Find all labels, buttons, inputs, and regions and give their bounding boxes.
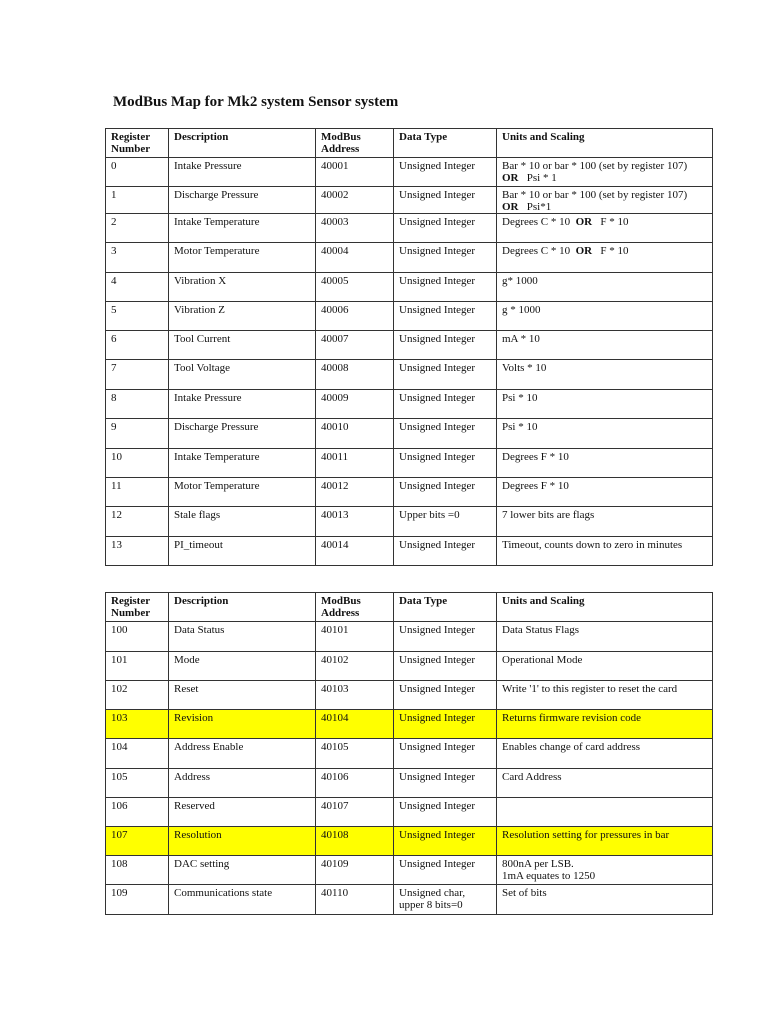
cell-data-type (394, 769, 497, 798)
cell-data-type (394, 331, 497, 360)
data-type-text: Upper bits =0 (399, 509, 460, 521)
table-row (106, 419, 713, 449)
cell-units-scaling (497, 681, 713, 710)
table-row (106, 478, 713, 507)
table-row (106, 449, 713, 478)
data-type-text: Unsigned Integer (399, 539, 476, 551)
cell-data-type (394, 681, 497, 710)
header-units-scaling: Units and Scaling (497, 593, 713, 622)
cell-modbus-address: 40109 (316, 856, 394, 885)
cell-units-scaling (497, 856, 713, 885)
cell-description: Reset (169, 681, 316, 710)
data-type-text: Unsigned Integer (399, 858, 476, 870)
data-type-text: Unsigned Integer (399, 333, 476, 345)
cell-modbus-address: 40014 (316, 537, 394, 566)
data-type-text: Unsigned Integer (399, 275, 476, 287)
table-row (106, 652, 713, 681)
cell-register-number: 2 (106, 214, 169, 243)
cell-units-scaling (497, 798, 713, 827)
cell-data-type (394, 652, 497, 681)
data-type-text: Unsigned Integer (399, 189, 476, 201)
cell-data-type (394, 622, 497, 652)
cell-modbus-address: 40011 (316, 449, 394, 478)
cell-modbus-address: 40003 (316, 214, 394, 243)
data-type-text: Unsigned Integer (399, 480, 476, 492)
data-type-text: Unsigned Integer (399, 654, 476, 666)
units-text: Bar * 10 or bar * 100 (set by register 107) (502, 160, 688, 172)
header-register-number: Register Number (106, 593, 169, 622)
cell-description: Intake Temperature (169, 449, 316, 478)
cell-units-scaling (497, 360, 713, 390)
cell-units-scaling (497, 710, 713, 739)
table-row (106, 769, 713, 798)
cell-register-number: 100 (106, 622, 169, 652)
units-text-alt: Psi * 1 (526, 172, 557, 184)
units-text: Degrees F * 10 (502, 480, 569, 492)
cell-units-scaling (497, 273, 713, 302)
cell-units-scaling (497, 507, 713, 537)
cell-description: Tool Current (169, 331, 316, 360)
document-title: ModBus Map for Mk2 system Sensor system (113, 94, 399, 110)
cell-description: Reserved (169, 798, 316, 827)
cell-register-number: 5 (106, 302, 169, 331)
cell-modbus-address: 40101 (316, 622, 394, 652)
cell-units-scaling (497, 419, 713, 449)
cell-modbus-address: 40001 (316, 158, 394, 187)
cell-units-scaling (497, 652, 713, 681)
units-or: OR (502, 172, 519, 184)
cell-units-scaling (497, 302, 713, 331)
table-row (106, 622, 713, 652)
cell-register-number: 9 (106, 419, 169, 449)
cell-data-type (394, 419, 497, 449)
cell-modbus-address: 40008 (316, 360, 394, 390)
table-row (106, 302, 713, 331)
cell-register-number: 12 (106, 507, 169, 537)
cell-description: Tool Voltage (169, 360, 316, 390)
units-text-line2: 1mA equates to 1250 (502, 870, 596, 882)
header-data-type: Data Type (394, 593, 497, 622)
units-text: Degrees F * 10 (502, 451, 569, 463)
data-type-text: Unsigned Integer (399, 304, 476, 316)
cell-modbus-address: 40107 (316, 798, 394, 827)
cell-register-number: 3 (106, 243, 169, 273)
cell-description: Address (169, 769, 316, 798)
cell-units-scaling (497, 739, 713, 769)
units-or: OR (575, 216, 593, 228)
cell-units-scaling (497, 331, 713, 360)
cell-units-scaling (497, 885, 713, 915)
cell-modbus-address: 40012 (316, 478, 394, 507)
cell-modbus-address: 40007 (316, 331, 394, 360)
units-text: Write '1' to this register to reset the card (502, 683, 678, 695)
table-row (106, 187, 713, 214)
units-text: Psi * 10 (502, 392, 538, 404)
units-text-alt: Psi*1 (526, 201, 552, 213)
table-row (106, 158, 713, 187)
cell-modbus-address: 40110 (316, 885, 394, 915)
cell-description: Address Enable (169, 739, 316, 769)
cell-register-number: 1 (106, 187, 169, 214)
cell-modbus-address: 40106 (316, 769, 394, 798)
cell-data-type (394, 390, 497, 419)
data-type-text: Unsigned Integer (399, 624, 476, 636)
cell-register-number: 103 (106, 710, 169, 739)
header-description: Description (169, 593, 316, 622)
cell-description: Motor Temperature (169, 243, 316, 273)
data-type-text: Unsigned Integer (399, 160, 476, 172)
cell-register-number: 102 (106, 681, 169, 710)
units-text: 7 lower bits are flags (502, 509, 595, 521)
data-type-text: Unsigned Integer (399, 362, 476, 374)
units-text: Returns firmware revision code (502, 712, 641, 724)
units-text: g * 1000 (502, 304, 541, 316)
data-type-text: Unsigned Integer (399, 392, 476, 404)
cell-units-scaling (497, 158, 713, 187)
cell-data-type (394, 739, 497, 769)
units-text: Resolution setting for pressures in bar (502, 829, 670, 841)
table-row (106, 507, 713, 537)
cell-data-type (394, 856, 497, 885)
cell-units-scaling (497, 449, 713, 478)
cell-units-scaling (497, 243, 713, 273)
units-text: Degrees C * 10 (502, 216, 571, 228)
cell-data-type (394, 827, 497, 856)
cell-modbus-address: 40005 (316, 273, 394, 302)
cell-units-scaling (497, 187, 713, 214)
data-type-text: Unsigned Integer (399, 683, 476, 695)
cell-register-number: 8 (106, 390, 169, 419)
cell-register-number: 7 (106, 360, 169, 390)
data-type-text: Unsigned Integer (399, 712, 476, 724)
header-units-scaling: Units and Scaling (497, 129, 713, 158)
cell-description: Vibration X (169, 273, 316, 302)
table-row (106, 856, 713, 885)
header-description: Description (169, 129, 316, 158)
cell-modbus-address: 40102 (316, 652, 394, 681)
cell-description: Stale flags (169, 507, 316, 537)
cell-register-number: 6 (106, 331, 169, 360)
cell-units-scaling (497, 478, 713, 507)
cell-register-number: 11 (106, 478, 169, 507)
table-row (106, 798, 713, 827)
units-or: OR (575, 245, 593, 257)
cell-data-type (394, 360, 497, 390)
units-line2 (502, 172, 707, 184)
table-row (106, 360, 713, 390)
data-type-text-line2: upper 8 bits=0 (399, 899, 463, 911)
cell-description: Discharge Pressure (169, 187, 316, 214)
units-text: mA * 10 (502, 333, 540, 345)
cell-modbus-address: 40004 (316, 243, 394, 273)
units-text: g* 1000 (502, 275, 538, 287)
units-text: Operational Mode (502, 654, 583, 666)
cell-modbus-address: 40105 (316, 739, 394, 769)
modbus-table-control (105, 592, 713, 915)
cell-modbus-address: 40108 (316, 827, 394, 856)
units-text-alt: F * 10 (600, 216, 629, 228)
cell-register-number: 109 (106, 885, 169, 915)
cell-units-scaling (497, 390, 713, 419)
units-text: Data Status Flags (502, 624, 579, 636)
units-text: Set of bits (502, 887, 547, 899)
cell-data-type (394, 243, 497, 273)
data-type-text: Unsigned Integer (399, 245, 476, 257)
cell-register-number: 13 (106, 537, 169, 566)
data-type-text: Unsigned Integer (399, 451, 476, 463)
cell-description: Intake Pressure (169, 390, 316, 419)
cell-description: Vibration Z (169, 302, 316, 331)
units-text: Enables change of card address (502, 741, 641, 753)
cell-data-type (394, 798, 497, 827)
cell-register-number: 10 (106, 449, 169, 478)
cell-modbus-address: 40006 (316, 302, 394, 331)
cell-modbus-address: 40010 (316, 419, 394, 449)
units-text: 800nA per LSB. (502, 858, 574, 870)
cell-description: Communications state (169, 885, 316, 915)
cell-data-type (394, 885, 497, 915)
table-row (106, 331, 713, 360)
header-modbus-address: ModBus Address (316, 593, 394, 622)
table-header-row (106, 129, 713, 158)
cell-register-number: 107 (106, 827, 169, 856)
cell-description: DAC setting (169, 856, 316, 885)
data-type-text: Unsigned Integer (399, 741, 476, 753)
cell-register-number: 101 (106, 652, 169, 681)
units-line2 (502, 201, 707, 213)
cell-data-type (394, 449, 497, 478)
cell-units-scaling (497, 214, 713, 243)
cell-description: Revision (169, 710, 316, 739)
units-text: Psi * 10 (502, 421, 538, 433)
header-modbus-address: ModBus Address (316, 129, 394, 158)
units-text: Timeout, counts down to zero in minutes (502, 539, 683, 551)
table-row (106, 537, 713, 566)
units-text: Degrees C * 10 (502, 245, 571, 257)
table-row (106, 390, 713, 419)
cell-data-type (394, 187, 497, 214)
cell-description: Intake Temperature (169, 214, 316, 243)
data-type-text: Unsigned Integer (399, 421, 476, 433)
units-text: Card Address (502, 771, 562, 783)
data-type-text: Unsigned Integer (399, 771, 476, 783)
header-data-type: Data Type (394, 129, 497, 158)
cell-data-type (394, 537, 497, 566)
data-type-text: Unsigned Integer (399, 800, 476, 812)
cell-data-type (394, 710, 497, 739)
cell-units-scaling (497, 537, 713, 566)
cell-data-type (394, 273, 497, 302)
table-row (106, 273, 713, 302)
cell-register-number: 105 (106, 769, 169, 798)
cell-description: Resolution (169, 827, 316, 856)
units-text: Bar * 10 or bar * 100 (set by register 107) (502, 189, 688, 201)
cell-register-number: 0 (106, 158, 169, 187)
cell-description: Mode (169, 652, 316, 681)
header-register-number: Register Number (106, 129, 169, 158)
cell-description: PI_timeout (169, 537, 316, 566)
cell-modbus-address: 40104 (316, 710, 394, 739)
table-row (106, 243, 713, 273)
cell-description: Intake Pressure (169, 158, 316, 187)
cell-register-number: 104 (106, 739, 169, 769)
table-row (106, 739, 713, 769)
units-or: OR (502, 201, 519, 213)
table-row (106, 885, 713, 915)
cell-register-number: 108 (106, 856, 169, 885)
cell-description: Motor Temperature (169, 478, 316, 507)
cell-modbus-address: 40103 (316, 681, 394, 710)
data-type-text: Unsigned Integer (399, 216, 476, 228)
cell-data-type (394, 507, 497, 537)
units-text-alt: F * 10 (600, 245, 629, 257)
cell-register-number: 4 (106, 273, 169, 302)
cell-data-type (394, 158, 497, 187)
cell-description: Data Status (169, 622, 316, 652)
cell-data-type (394, 478, 497, 507)
table-header-row (106, 593, 713, 622)
cell-data-type (394, 214, 497, 243)
table-row (106, 214, 713, 243)
cell-register-number: 106 (106, 798, 169, 827)
data-type-text: Unsigned Integer (399, 829, 476, 841)
units-text: Volts * 10 (502, 362, 547, 374)
cell-data-type (394, 302, 497, 331)
cell-units-scaling (497, 769, 713, 798)
cell-modbus-address: 40002 (316, 187, 394, 214)
table-row (106, 710, 713, 739)
modbus-table-sensors (105, 128, 713, 566)
cell-units-scaling (497, 622, 713, 652)
table-row (106, 827, 713, 856)
cell-modbus-address: 40009 (316, 390, 394, 419)
table-row (106, 681, 713, 710)
data-type-text: Unsigned char, (399, 887, 466, 899)
cell-description: Discharge Pressure (169, 419, 316, 449)
cell-modbus-address: 40013 (316, 507, 394, 537)
cell-units-scaling (497, 827, 713, 856)
